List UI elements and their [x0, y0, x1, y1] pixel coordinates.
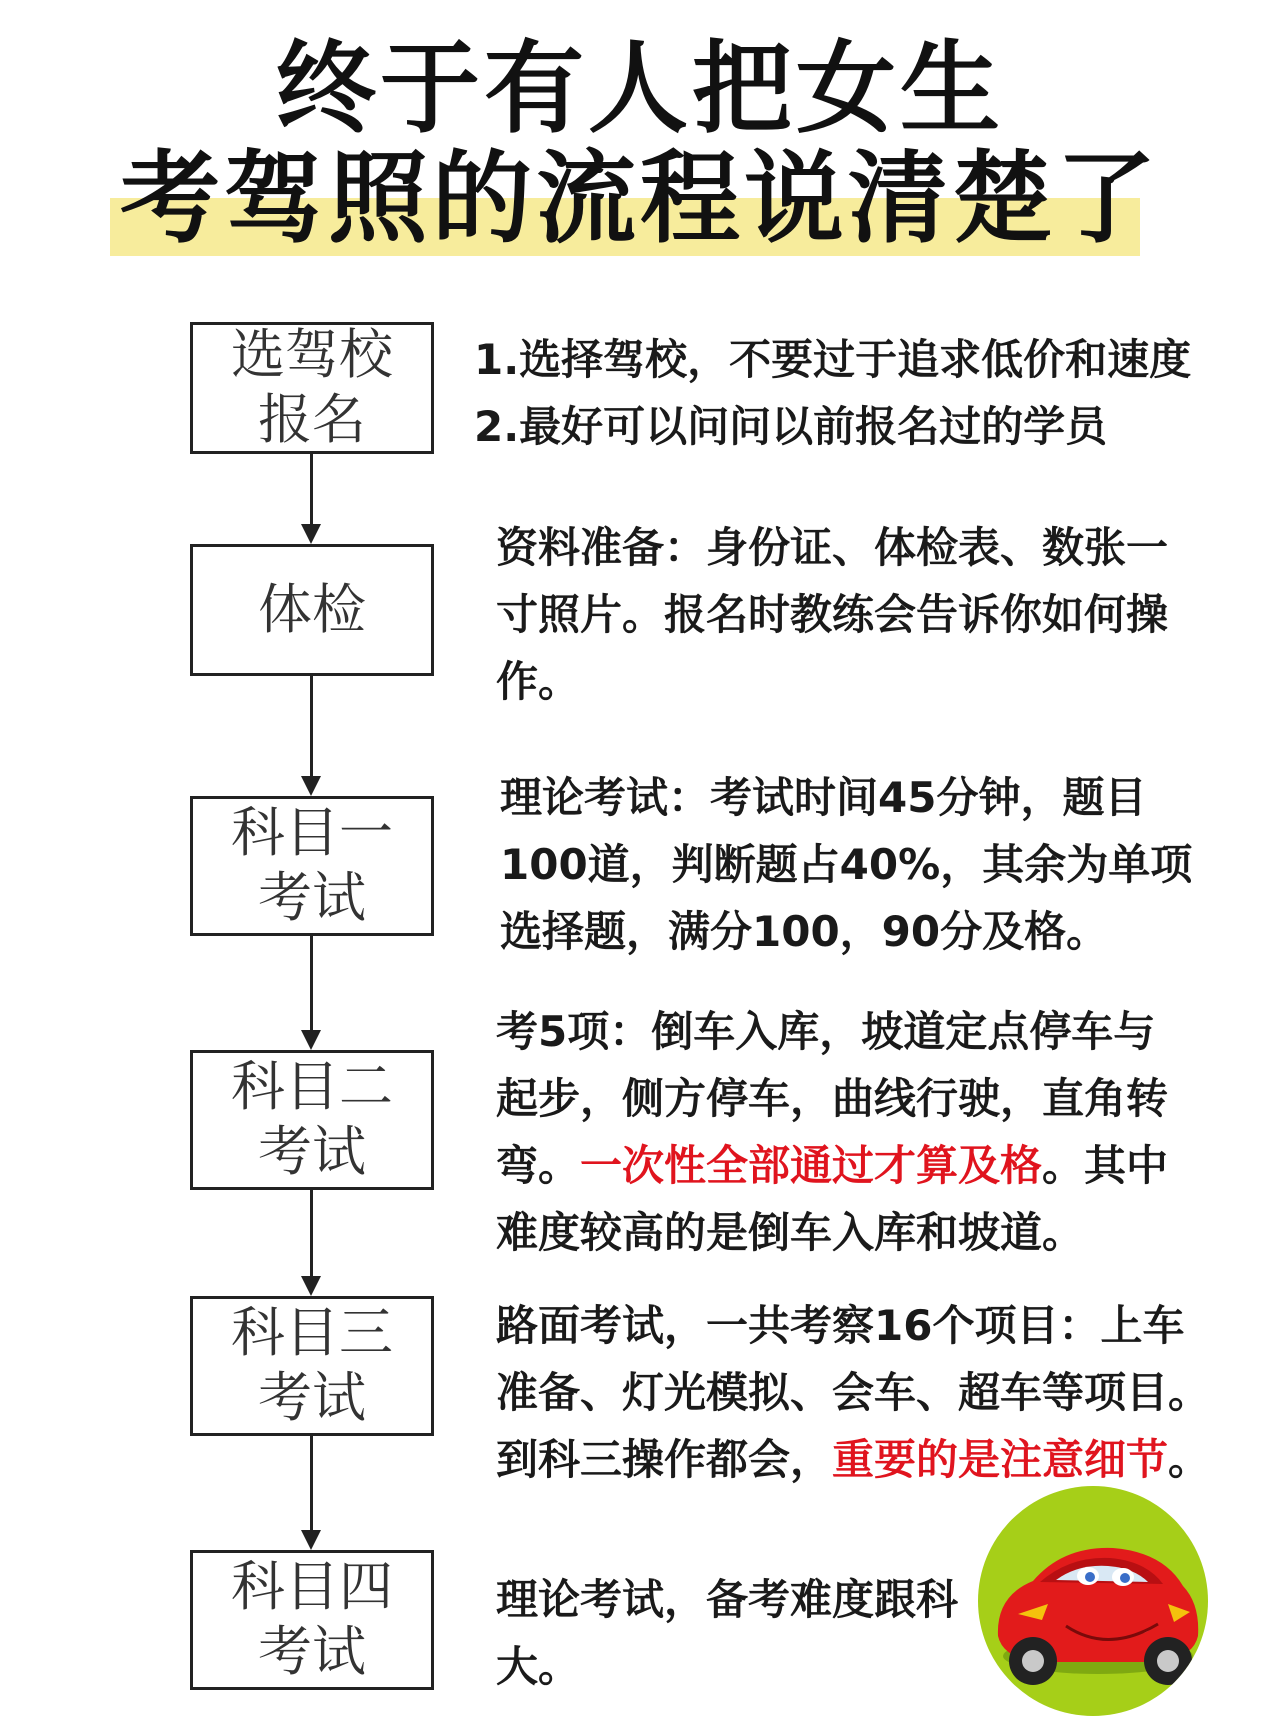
- desc-line: [496, 1132, 1246, 1199]
- title-block: [0, 0, 1280, 270]
- flow-connector: [310, 1190, 313, 1286]
- desc-line: 选择题，满分100，90分及格。: [500, 907, 1109, 956]
- desc-line: 2.最好可以问问以前报名过的学员: [474, 402, 1108, 451]
- step-label: 考试: [258, 866, 366, 929]
- step-label: 考试: [258, 1366, 366, 1429]
- desc-line: 大。: [496, 1642, 581, 1691]
- desc-line: [496, 1426, 1266, 1493]
- step-label: 考试: [258, 1120, 366, 1183]
- desc-emphasis: 重要的是注意细节: [832, 1435, 1169, 1484]
- desc-text: 。其中: [1042, 1141, 1169, 1190]
- step-label: 科目二: [231, 1055, 393, 1119]
- step-label: 报名: [258, 388, 366, 451]
- desc-text: 弯。: [496, 1141, 581, 1190]
- step-label: 科目一: [231, 801, 393, 865]
- step-desc-subject-3: [496, 1292, 1266, 1493]
- down-arrow-icon: [301, 776, 321, 796]
- step-desc-subject-2: [496, 998, 1246, 1266]
- flow-connector: [310, 936, 313, 1040]
- step-label: 考试: [258, 1620, 366, 1683]
- step-box-subject-1: [190, 796, 434, 936]
- down-arrow-icon: [301, 524, 321, 544]
- step-box-subject-4: [190, 1550, 434, 1690]
- desc-line: 资料准备：身份证、体检表、数张一: [496, 523, 1169, 572]
- desc-line: 路面考试，一共考察16个项目：上车: [496, 1301, 1185, 1350]
- desc-emphasis: 一次性全部通过才算及格: [580, 1141, 1043, 1190]
- flow-connector: [310, 1436, 313, 1540]
- desc-line: 准备、灯光模拟、会车、超车等项目。: [496, 1368, 1211, 1417]
- desc-line: 寸照片。报名时教练会告诉你如何操: [496, 590, 1169, 639]
- down-arrow-icon: [301, 1530, 321, 1550]
- step-desc-school-signup: [474, 326, 1264, 460]
- step-box-school-signup: [190, 322, 434, 454]
- desc-line: 理论考试，备考难度跟科: [496, 1575, 959, 1624]
- title-line-2: 考驾照的流程说清楚了: [120, 139, 1160, 257]
- race-car-icon: [978, 1486, 1208, 1716]
- step-box-subject-3: [190, 1296, 434, 1436]
- desc-line: 理论考试：考试时间45分钟，题目: [500, 773, 1147, 822]
- car-sticker: [978, 1486, 1208, 1716]
- title-line-1: 终于有人把女生: [276, 29, 1004, 147]
- step-label: 科目三: [231, 1301, 393, 1365]
- step-label: 体检: [258, 577, 366, 641]
- step-label: 选驾校: [231, 323, 393, 387]
- desc-text: 到科三操作都会，: [496, 1435, 833, 1484]
- step-desc-physical-exam: [496, 514, 1246, 715]
- step-desc-subject-1: [500, 764, 1250, 965]
- flow-connector: [310, 676, 313, 786]
- down-arrow-icon: [301, 1276, 321, 1296]
- desc-line: 1.选择驾校，不要过于追求低价和速度: [474, 335, 1192, 384]
- step-label: 科目四: [231, 1555, 393, 1619]
- desc-text: 。: [1168, 1435, 1211, 1484]
- step-box-physical-exam: [190, 544, 434, 676]
- step-box-subject-2: [190, 1050, 434, 1190]
- desc-line: 考5项：倒车入库，坡道定点停车与: [496, 1007, 1156, 1056]
- down-arrow-icon: [301, 1030, 321, 1050]
- flow-connector: [310, 454, 313, 534]
- desc-line: 作。: [496, 657, 581, 706]
- desc-line: 100道，判断题占40%，其余为单项: [500, 840, 1193, 889]
- desc-line: 起步，侧方停车，曲线行驶，直角转: [496, 1074, 1169, 1123]
- desc-line: 难度较高的是倒车入库和坡道。: [496, 1208, 1085, 1257]
